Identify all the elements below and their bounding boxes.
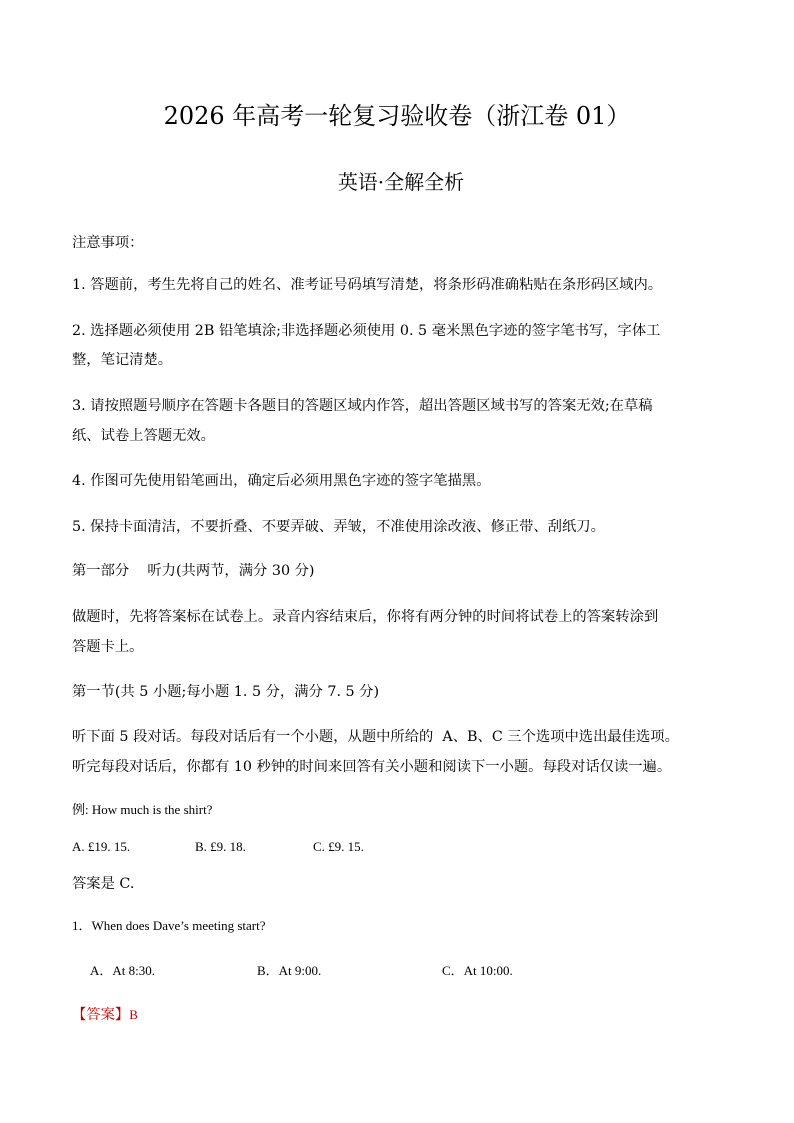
notice-item-3-cont: 纸、试卷上答题无效。 [72, 428, 215, 444]
q1-option-b: B．At 9:00. [257, 963, 322, 978]
section1-heading: 第一节(共 5 小题;每小题 1. 5 分，满分 7. 5 分) [72, 684, 380, 700]
example-question: 例: How much is the shirt? [72, 802, 213, 817]
section1-instructions-line1: 听下面 5 段对话。每段对话后有一个小题，从题中所给的 A、B、C 三个选项中选出最佳选项。 [72, 729, 679, 745]
notice-item-3: 3. 请按照题号顺序在答题卡各题目的答题区域内作答，超出答题区域书写的答案无效;在草稿 [72, 398, 653, 414]
exam-title: 2026 年高考一轮复习验收卷（浙江卷 01） [163, 102, 631, 130]
q1-answer [72, 1000, 732, 1030]
example-option-c: C. £9. 15. [313, 839, 364, 854]
notice-heading: 注意事项： [72, 235, 144, 251]
q1-question: 1．When does Dave’s meeting start? [72, 918, 266, 933]
answer-tag: 【答案】 [72, 1007, 130, 1023]
example-option-b: B. £9. 18. [195, 839, 246, 854]
q1-option-c: C．At 10:00. [442, 963, 513, 978]
notice-item-2: 2. 选择题必须使用 2B 铅笔填涂;非选择题必须使用 0. 5 毫米黑色字迹的签字笔书写，字体工 [72, 323, 661, 339]
notice-item-4: 4. 作图可先使用铅笔画出，确定后必须用黑色字迹的签字笔描黑。 [72, 473, 491, 489]
example-option-a: A. £19. 15. [72, 839, 131, 854]
answer-value: B [129, 1007, 138, 1022]
part1-heading: 第一部分 听力(共两节，满分 30 分) [72, 563, 315, 579]
notice-item-5: 5. 保持卡面清洁，不要折叠、不要弄破、弄皱，不准使用涂改液、修正带、刮纸刀。 [72, 519, 605, 535]
section1-instructions-line2: 听完每段对话后，你都有 10 秒钟的时间来回答有关小题和阅读下一小题。每段对话仅读一遍。 [72, 759, 672, 775]
notice-item-1: 1. 答题前，考生先将自己的姓名、准考证号码填写清楚，将条形码准确粘贴在条形码区域内。 [72, 277, 663, 293]
part1-instructions-line1: 做题时，先将答案标在试卷上。录音内容结束后，你将有两分钟的时间将试卷上的答案转涂到 [72, 609, 659, 625]
example-answer: 答案是 C. [72, 876, 135, 892]
q1-option-a: A．At 8:30. [90, 963, 156, 978]
exam-subtitle: 英语·全解全析 [337, 170, 465, 194]
notice-item-2-cont: 整，笔记清楚。 [72, 352, 173, 368]
part1-instructions-line2: 答题卡上。 [72, 639, 144, 655]
